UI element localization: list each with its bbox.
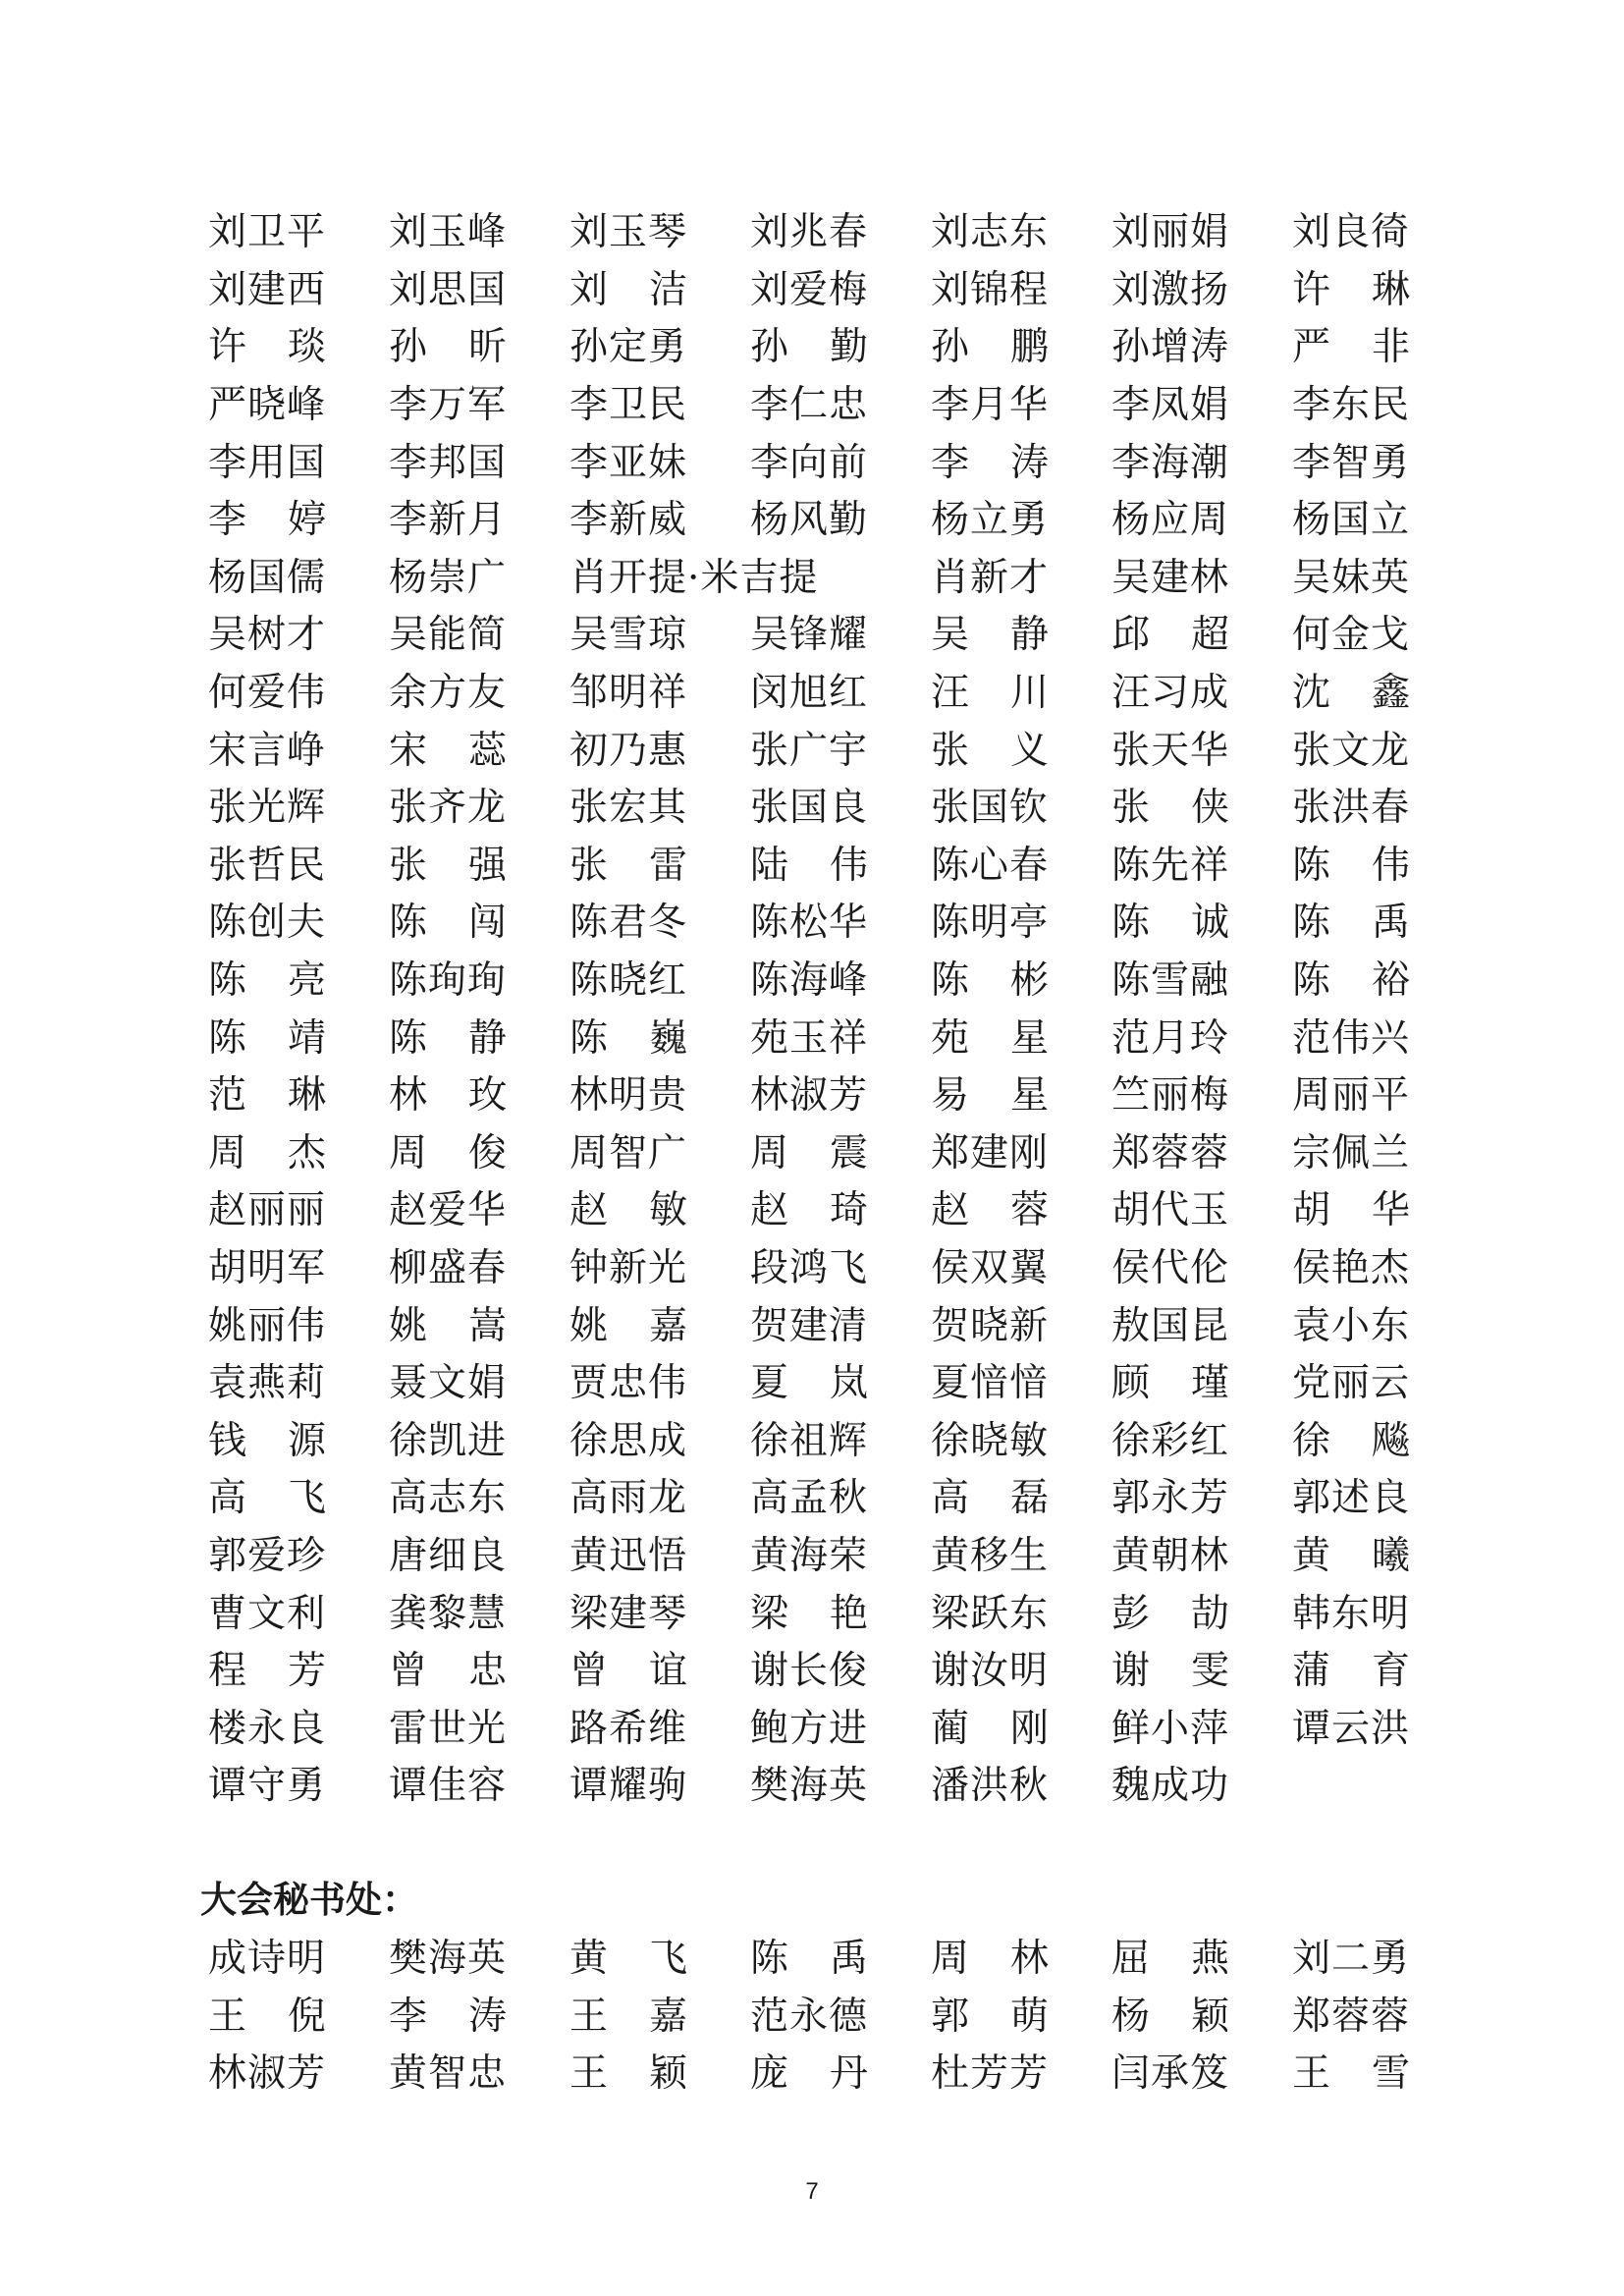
person-name: 郑建刚 bbox=[931, 1130, 1050, 1175]
person-name: 彭劼 bbox=[1111, 1591, 1272, 1636]
person-name: 李涛 bbox=[931, 440, 1091, 485]
person-name: 苑玉祥 bbox=[750, 1015, 869, 1061]
person-name: 陈静 bbox=[389, 1015, 549, 1061]
person-name: 宋蕊 bbox=[389, 728, 549, 773]
person-name: 张雷 bbox=[569, 843, 730, 888]
member-row bbox=[208, 607, 1426, 665]
person-name: 吴锋耀 bbox=[750, 613, 869, 658]
person-name: 范月玲 bbox=[1111, 1015, 1230, 1061]
person-name: 高孟秋 bbox=[750, 1476, 869, 1521]
person-name: 吴妹英 bbox=[1292, 555, 1411, 600]
person-name: 易星 bbox=[931, 1073, 1091, 1119]
person-name: 陈禹 bbox=[750, 1937, 910, 1982]
person-name: 曹文利 bbox=[208, 1591, 327, 1636]
person-name: 侯双翼 bbox=[931, 1245, 1050, 1290]
person-name: 黄飞 bbox=[569, 1937, 730, 1982]
person-name: 吴树才 bbox=[208, 613, 327, 658]
person-name: 周丽平 bbox=[1292, 1073, 1411, 1119]
person-name: 张光辉 bbox=[208, 786, 327, 831]
member-row bbox=[208, 780, 1426, 838]
person-name: 刘玉琴 bbox=[569, 210, 688, 255]
person-name: 周林 bbox=[931, 1937, 1091, 1982]
person-name: 党丽云 bbox=[1292, 1361, 1411, 1406]
person-name: 林玫 bbox=[389, 1073, 549, 1119]
person-name: 杨崇广 bbox=[389, 555, 508, 600]
person-name: 徐晓敏 bbox=[931, 1418, 1050, 1463]
person-name: 姚丽伟 bbox=[208, 1303, 327, 1348]
person-name: 黄海荣 bbox=[750, 1533, 869, 1578]
person-name: 徐思成 bbox=[569, 1418, 688, 1463]
member-row bbox=[208, 319, 1452, 377]
person-name: 陈珣珣 bbox=[389, 958, 508, 1004]
person-name: 陈伟 bbox=[1292, 843, 1452, 888]
person-name: 邱超 bbox=[1111, 613, 1272, 658]
person-name: 刘兆春 bbox=[750, 210, 869, 255]
person-name: 梁建琴 bbox=[569, 1591, 688, 1636]
person-name: 刘二勇 bbox=[1292, 1937, 1411, 1982]
person-name: 孙昕 bbox=[389, 325, 549, 370]
person-name: 聂文娟 bbox=[389, 1361, 508, 1406]
person-name: 李亚妹 bbox=[569, 440, 688, 485]
member-row bbox=[208, 262, 1452, 320]
person-name: 陈海峰 bbox=[750, 958, 869, 1004]
person-name: 赵蓉 bbox=[931, 1188, 1091, 1233]
person-name: 赵敏 bbox=[569, 1188, 730, 1233]
person-name: 黄迅悟 bbox=[569, 1533, 688, 1578]
person-name: 刘卫平 bbox=[208, 210, 327, 255]
person-name: 周震 bbox=[750, 1130, 910, 1175]
person-name: 程芳 bbox=[208, 1649, 368, 1694]
person-name: 魏成功 bbox=[1111, 1764, 1230, 1809]
member-row bbox=[208, 1182, 1452, 1240]
person-name: 宗佩兰 bbox=[1292, 1130, 1411, 1175]
member-row bbox=[208, 1067, 1426, 1125]
secretariat-heading: 大会秘书处： bbox=[200, 1879, 418, 1921]
person-name: 吴能简 bbox=[389, 613, 508, 658]
person-name: 肖开提·米吉提 bbox=[569, 555, 819, 600]
person-name: 成诗明 bbox=[208, 1937, 327, 1982]
person-name: 张侠 bbox=[1111, 786, 1272, 831]
person-name: 竺丽梅 bbox=[1111, 1073, 1230, 1119]
person-name: 陈君冬 bbox=[569, 901, 688, 946]
member-row bbox=[208, 1470, 1426, 1528]
person-name: 贺晓新 bbox=[931, 1303, 1050, 1348]
person-name: 刘良徛 bbox=[1292, 210, 1411, 255]
person-name: 张强 bbox=[389, 843, 549, 888]
member-row bbox=[208, 1010, 1426, 1067]
person-name: 郭爱珍 bbox=[208, 1533, 327, 1578]
person-name: 谭佳容 bbox=[389, 1764, 508, 1809]
person-name: 范永德 bbox=[750, 1994, 869, 2039]
person-name: 闫承笈 bbox=[1111, 2051, 1230, 2097]
person-name: 杜芳芳 bbox=[931, 2051, 1050, 2097]
person-name: 姚嘉 bbox=[569, 1303, 730, 1348]
person-name: 黄朝林 bbox=[1111, 1533, 1230, 1578]
person-name: 吴建林 bbox=[1111, 555, 1230, 600]
person-name: 贾忠伟 bbox=[569, 1361, 688, 1406]
person-name: 李海潮 bbox=[1111, 440, 1230, 485]
person-name: 刘建西 bbox=[208, 267, 327, 312]
person-name: 苑星 bbox=[931, 1015, 1091, 1061]
person-name: 刘激扬 bbox=[1111, 267, 1230, 312]
person-name: 周俊 bbox=[389, 1130, 549, 1175]
person-name: 许琰 bbox=[208, 325, 368, 370]
person-name: 何金戈 bbox=[1292, 613, 1411, 658]
person-name: 何爱伟 bbox=[208, 671, 327, 716]
person-name: 陈晓红 bbox=[569, 958, 688, 1004]
person-name: 徐彩红 bbox=[1111, 1418, 1230, 1463]
person-name: 胡华 bbox=[1292, 1188, 1452, 1233]
person-name: 刘锦程 bbox=[931, 267, 1050, 312]
person-name: 李邦国 bbox=[389, 440, 508, 485]
person-name: 高飞 bbox=[208, 1476, 368, 1521]
member-row bbox=[208, 1585, 1426, 1643]
person-name: 潘洪秋 bbox=[931, 1764, 1050, 1809]
person-name: 杨国立 bbox=[1292, 498, 1411, 543]
person-name: 梁跃东 bbox=[931, 1591, 1050, 1636]
person-name: 张宏其 bbox=[569, 786, 688, 831]
person-name: 陈裕 bbox=[1292, 958, 1452, 1004]
person-name: 韩东明 bbox=[1292, 1591, 1411, 1636]
person-name: 徐祖辉 bbox=[750, 1418, 869, 1463]
person-name: 楼永良 bbox=[208, 1706, 327, 1751]
person-name: 高磊 bbox=[931, 1476, 1091, 1521]
person-name: 胡代玉 bbox=[1111, 1188, 1230, 1233]
person-name: 初乃惠 bbox=[569, 728, 688, 773]
person-name: 蒲育 bbox=[1292, 1649, 1452, 1694]
person-name: 孙勤 bbox=[750, 325, 910, 370]
person-name: 郭述良 bbox=[1292, 1476, 1411, 1521]
person-name: 谭云洪 bbox=[1292, 1706, 1411, 1751]
person-name: 刘洁 bbox=[569, 267, 730, 312]
member-row bbox=[208, 377, 1426, 435]
member-row bbox=[208, 665, 1452, 723]
member-row bbox=[208, 550, 1426, 608]
member-row bbox=[208, 1412, 1452, 1470]
member-row bbox=[208, 1297, 1426, 1355]
person-name: 陈雪融 bbox=[1111, 958, 1230, 1004]
person-name: 周杰 bbox=[208, 1130, 368, 1175]
person-name: 鲜小萍 bbox=[1111, 1706, 1230, 1751]
member-row bbox=[208, 722, 1426, 780]
person-name: 谭守勇 bbox=[208, 1764, 327, 1809]
person-name: 邹明祥 bbox=[569, 671, 688, 716]
person-name: 王颖 bbox=[569, 2051, 730, 2097]
person-name: 侯代伦 bbox=[1111, 1245, 1230, 1290]
person-name: 樊海英 bbox=[389, 1937, 508, 1982]
person-name: 孙定勇 bbox=[569, 325, 688, 370]
person-name: 夏愔愔 bbox=[931, 1361, 1050, 1406]
person-name: 袁燕莉 bbox=[208, 1361, 327, 1406]
person-name: 张义 bbox=[931, 728, 1091, 773]
person-name: 贺建清 bbox=[750, 1303, 869, 1348]
person-name: 李用国 bbox=[208, 440, 327, 485]
person-name: 严非 bbox=[1292, 325, 1452, 370]
person-name: 张广宇 bbox=[750, 728, 869, 773]
member-row bbox=[208, 953, 1452, 1011]
person-name: 陈创夫 bbox=[208, 901, 327, 946]
person-name: 张哲民 bbox=[208, 843, 327, 888]
person-name: 陈心春 bbox=[931, 843, 1050, 888]
person-name: 陈巍 bbox=[569, 1015, 730, 1061]
person-name: 刘丽娟 bbox=[1111, 210, 1230, 255]
member-row bbox=[208, 1240, 1426, 1298]
secretariat-row bbox=[208, 2046, 1452, 2104]
person-name: 余方友 bbox=[389, 671, 508, 716]
person-name: 孙增涛 bbox=[1111, 325, 1230, 370]
person-name: 刘志东 bbox=[931, 210, 1050, 255]
person-name: 李月华 bbox=[931, 383, 1050, 428]
person-name: 闵旭红 bbox=[750, 671, 869, 716]
person-name: 林明贵 bbox=[569, 1073, 688, 1119]
person-name: 范琳 bbox=[208, 1073, 368, 1119]
person-name: 赵爱华 bbox=[389, 1188, 508, 1233]
person-name: 林淑芳 bbox=[750, 1073, 869, 1119]
person-name: 谢长俊 bbox=[750, 1649, 869, 1694]
person-name: 樊海英 bbox=[750, 1764, 869, 1809]
person-name: 李东民 bbox=[1292, 383, 1411, 428]
person-name: 梁艳 bbox=[750, 1591, 910, 1636]
person-name: 李婷 bbox=[208, 498, 368, 543]
secretariat-name-list bbox=[208, 1931, 1452, 2104]
person-name: 宋言峥 bbox=[208, 728, 327, 773]
person-name: 张齐龙 bbox=[389, 786, 508, 831]
member-row bbox=[208, 1125, 1426, 1183]
person-name: 蔺刚 bbox=[931, 1706, 1091, 1751]
person-name: 谢雯 bbox=[1111, 1649, 1272, 1694]
person-name: 汪习成 bbox=[1111, 671, 1230, 716]
person-name: 陆伟 bbox=[750, 843, 910, 888]
person-name: 李新月 bbox=[389, 498, 508, 543]
person-name: 李仁忠 bbox=[750, 383, 869, 428]
person-name: 雷世光 bbox=[389, 1706, 508, 1751]
person-name: 黄智忠 bbox=[389, 2051, 508, 2097]
person-name: 李万军 bbox=[389, 383, 508, 428]
member-name-list bbox=[208, 204, 1452, 1816]
person-name: 李向前 bbox=[750, 440, 869, 485]
person-name: 郑蓉蓉 bbox=[1292, 1994, 1411, 2039]
person-name: 吴雪琼 bbox=[569, 613, 688, 658]
person-name: 张洪春 bbox=[1292, 786, 1411, 831]
person-name: 曾谊 bbox=[569, 1649, 730, 1694]
person-name: 吴静 bbox=[931, 613, 1091, 658]
member-row bbox=[208, 838, 1452, 896]
person-name: 李卫民 bbox=[569, 383, 688, 428]
person-name: 胡明军 bbox=[208, 1245, 327, 1290]
person-name: 杨立勇 bbox=[931, 498, 1050, 543]
person-name: 张文龙 bbox=[1292, 728, 1411, 773]
person-name: 刘爱梅 bbox=[750, 267, 869, 312]
member-row bbox=[208, 1355, 1426, 1413]
person-name: 姚嵩 bbox=[389, 1303, 549, 1348]
person-name: 李凤娟 bbox=[1111, 383, 1230, 428]
member-row bbox=[208, 1758, 1426, 1816]
person-name: 陈禹 bbox=[1292, 901, 1452, 946]
person-name: 周智广 bbox=[569, 1130, 688, 1175]
person-name: 路希维 bbox=[569, 1706, 688, 1751]
person-name: 肖新才 bbox=[931, 555, 1050, 600]
person-name: 王倪 bbox=[208, 1994, 368, 2039]
person-name: 范伟兴 bbox=[1292, 1015, 1411, 1061]
person-name: 谭耀驹 bbox=[569, 1764, 688, 1809]
person-name: 陈彬 bbox=[931, 958, 1091, 1004]
person-name: 敖国昆 bbox=[1111, 1303, 1230, 1348]
person-name: 李新威 bbox=[569, 498, 688, 543]
person-name: 沈鑫 bbox=[1292, 671, 1452, 716]
member-row bbox=[208, 1643, 1452, 1701]
member-row bbox=[208, 1700, 1426, 1758]
person-name: 杨应周 bbox=[1111, 498, 1230, 543]
person-name: 夏岚 bbox=[750, 1361, 910, 1406]
person-name: 郭萌 bbox=[931, 1994, 1091, 2039]
secretariat-row bbox=[208, 1931, 1426, 1989]
person-name: 龚黎慧 bbox=[389, 1591, 508, 1636]
member-row bbox=[208, 492, 1426, 550]
person-name: 侯艳杰 bbox=[1292, 1245, 1411, 1290]
page-number: 7 bbox=[805, 2178, 819, 2205]
person-name: 许琳 bbox=[1292, 267, 1452, 312]
person-name: 赵琦 bbox=[750, 1188, 910, 1233]
person-name: 张国良 bbox=[750, 786, 869, 831]
person-name: 陈诚 bbox=[1111, 901, 1272, 946]
secretariat-row bbox=[208, 1989, 1426, 2047]
member-row bbox=[208, 204, 1426, 262]
person-name: 钟新光 bbox=[569, 1245, 688, 1290]
person-name: 刘思国 bbox=[389, 267, 508, 312]
person-name: 顾瑾 bbox=[1111, 1361, 1272, 1406]
person-name: 黄曦 bbox=[1292, 1533, 1452, 1578]
person-name: 李智勇 bbox=[1292, 440, 1411, 485]
person-name: 刘玉峰 bbox=[389, 210, 508, 255]
person-name: 陈亮 bbox=[208, 958, 368, 1004]
person-name: 柳盛春 bbox=[389, 1245, 508, 1290]
person-name: 高志东 bbox=[389, 1476, 508, 1521]
member-row bbox=[208, 895, 1452, 953]
person-name: 王雪 bbox=[1292, 2051, 1452, 2097]
person-name: 郑蓉蓉 bbox=[1111, 1130, 1230, 1175]
person-name: 黄移生 bbox=[931, 1533, 1050, 1578]
person-name: 张天华 bbox=[1111, 728, 1230, 773]
person-name: 王嘉 bbox=[569, 1994, 730, 2039]
person-name: 严晓峰 bbox=[208, 383, 327, 428]
person-name: 徐飚 bbox=[1292, 1418, 1452, 1463]
person-name: 赵丽丽 bbox=[208, 1188, 327, 1233]
person-name: 陈靖 bbox=[208, 1015, 368, 1061]
person-name: 袁小东 bbox=[1292, 1303, 1411, 1348]
person-name: 杨国儒 bbox=[208, 555, 327, 600]
member-row bbox=[208, 1528, 1452, 1586]
person-name: 钱源 bbox=[208, 1418, 368, 1463]
person-name: 鲍方进 bbox=[750, 1706, 869, 1751]
person-name: 曾忠 bbox=[389, 1649, 549, 1694]
person-name: 谢汝明 bbox=[931, 1649, 1050, 1694]
person-name: 陈松华 bbox=[750, 901, 869, 946]
person-name: 高雨龙 bbox=[569, 1476, 688, 1521]
person-name: 张国钦 bbox=[931, 786, 1050, 831]
person-name: 孙鹏 bbox=[931, 325, 1091, 370]
person-name: 庞丹 bbox=[750, 2051, 910, 2097]
person-name: 陈先祥 bbox=[1111, 843, 1230, 888]
person-name: 李涛 bbox=[389, 1994, 549, 2039]
person-name: 杨颖 bbox=[1111, 1994, 1272, 2039]
person-name: 陈闯 bbox=[389, 901, 549, 946]
person-name: 段鸿飞 bbox=[750, 1245, 869, 1290]
person-name: 屈燕 bbox=[1111, 1937, 1272, 1982]
person-name: 林淑芳 bbox=[208, 2051, 327, 2097]
person-name: 陈明亭 bbox=[931, 901, 1050, 946]
person-name: 汪川 bbox=[931, 671, 1091, 716]
person-name: 唐细良 bbox=[389, 1533, 508, 1578]
member-row bbox=[208, 434, 1426, 492]
person-name: 徐凯进 bbox=[389, 1418, 508, 1463]
person-name: 杨风勤 bbox=[750, 498, 869, 543]
person-name: 郭永芳 bbox=[1111, 1476, 1230, 1521]
